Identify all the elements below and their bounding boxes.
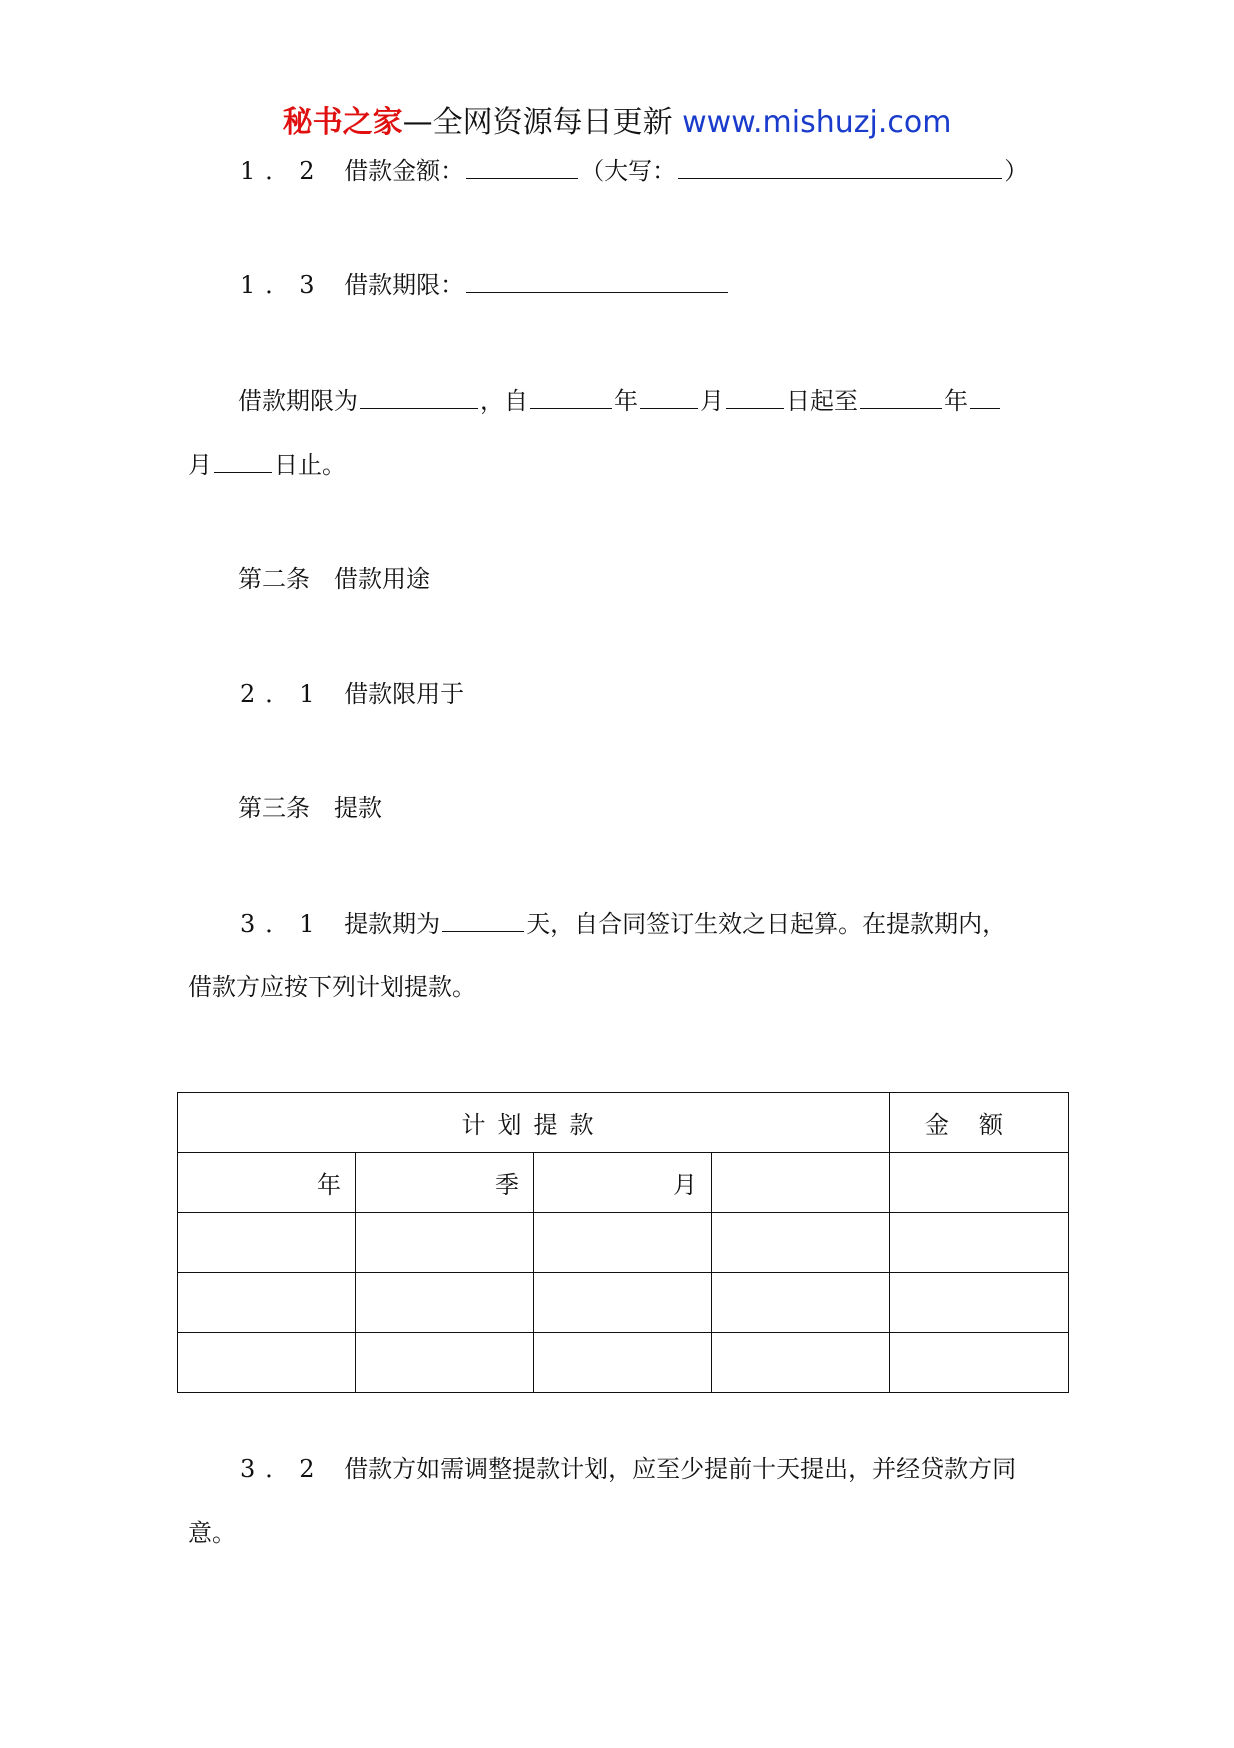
clause-label: 借款金额： (344, 157, 465, 185)
clause-text: 借款限用于 (344, 680, 465, 708)
term-blank (466, 268, 728, 293)
table-cell (534, 1213, 712, 1273)
site-url-link[interactable]: www.mishuzj.com (682, 105, 952, 140)
table-cell (356, 1213, 534, 1273)
table-cell (890, 1213, 1069, 1273)
start-year-blank (530, 384, 612, 409)
table-cell (178, 1333, 356, 1393)
clause-3-1-line-2: 借款方应按下列计划提款。 (188, 973, 476, 1001)
period-text: 年 (944, 387, 968, 415)
table-cell (712, 1333, 890, 1393)
table-cell (178, 1273, 356, 1333)
end-day-blank (214, 448, 272, 473)
table-subheader-row (178, 1153, 1069, 1213)
table-cell (534, 1273, 712, 1333)
subheader-year: 年 (178, 1153, 356, 1213)
clause-1-2 (240, 154, 1028, 187)
clause-number: 2．1 (240, 680, 325, 708)
table-header-row (178, 1093, 1069, 1153)
table-cell (712, 1213, 890, 1273)
clause-number: 3．1 (240, 910, 325, 938)
period-blank (360, 384, 478, 409)
withdrawal-plan-table (177, 1092, 1069, 1393)
clause-number: 3．2 (240, 1455, 325, 1483)
end-year-blank (860, 384, 942, 409)
clause-2-1 (240, 678, 464, 710)
header-amount: 金额 (890, 1093, 1069, 1153)
slogan: —全网资源每日更新 (402, 105, 683, 140)
table-cell (178, 1213, 356, 1273)
clause-1-3 (240, 268, 730, 301)
clause-label: 借款期限： (344, 271, 465, 299)
clause-text: 借款方如需调整提款计划，应至少提前十天提出，并经贷款方同 (344, 1455, 1017, 1483)
table-cell (534, 1333, 712, 1393)
table-row (178, 1333, 1069, 1393)
period-text: 月 (700, 387, 724, 415)
clause-number: 1．3 (240, 271, 325, 299)
table-cell (890, 1153, 1069, 1213)
start-month-blank (640, 384, 698, 409)
clause-number: 1．2 (240, 157, 325, 185)
period-text: 日起至 (786, 387, 858, 415)
clause-3-1-line-1 (240, 907, 1006, 940)
start-day-blank (726, 384, 784, 409)
period-text: 日止。 (274, 451, 346, 479)
article-3-heading: 第三条 提款 (238, 794, 382, 822)
table-cell (890, 1333, 1069, 1393)
subheader-month: 月 (534, 1153, 712, 1213)
close-paren: ） (1004, 157, 1029, 185)
clause-3-2-line-2: 意。 (188, 1519, 236, 1547)
table-cell (356, 1273, 534, 1333)
uppercase-amount-blank (678, 154, 1002, 179)
period-text: 年 (614, 387, 638, 415)
table-cell (712, 1153, 890, 1213)
site-watermark-header (0, 103, 1234, 143)
clause-3-2-line-1 (240, 1453, 1016, 1485)
subheader-season: 季 (356, 1153, 534, 1213)
period-text: 月 (188, 451, 212, 479)
period-line-2 (188, 448, 346, 481)
end-month-blank (970, 384, 1000, 409)
period-text: 借款期限为 (238, 387, 358, 415)
brand-name: 秘书之家 (282, 105, 403, 140)
clause-text: 天，自合同签订生效之日起算。在提款期内， (526, 910, 1007, 938)
article-2-heading: 第二条 借款用途 (238, 565, 430, 593)
table-row (178, 1213, 1069, 1273)
table-cell (712, 1273, 890, 1333)
uppercase-label: （大写： (580, 157, 677, 185)
header-plan: 计划提款 (178, 1093, 890, 1153)
table-cell (890, 1273, 1069, 1333)
table-cell (356, 1333, 534, 1393)
clause-text: 提款期为 (344, 910, 441, 938)
period-line-1 (238, 384, 1002, 417)
amount-blank (466, 154, 578, 179)
days-blank (442, 907, 524, 932)
period-text: ，自 (480, 387, 528, 415)
table-row (178, 1273, 1069, 1333)
